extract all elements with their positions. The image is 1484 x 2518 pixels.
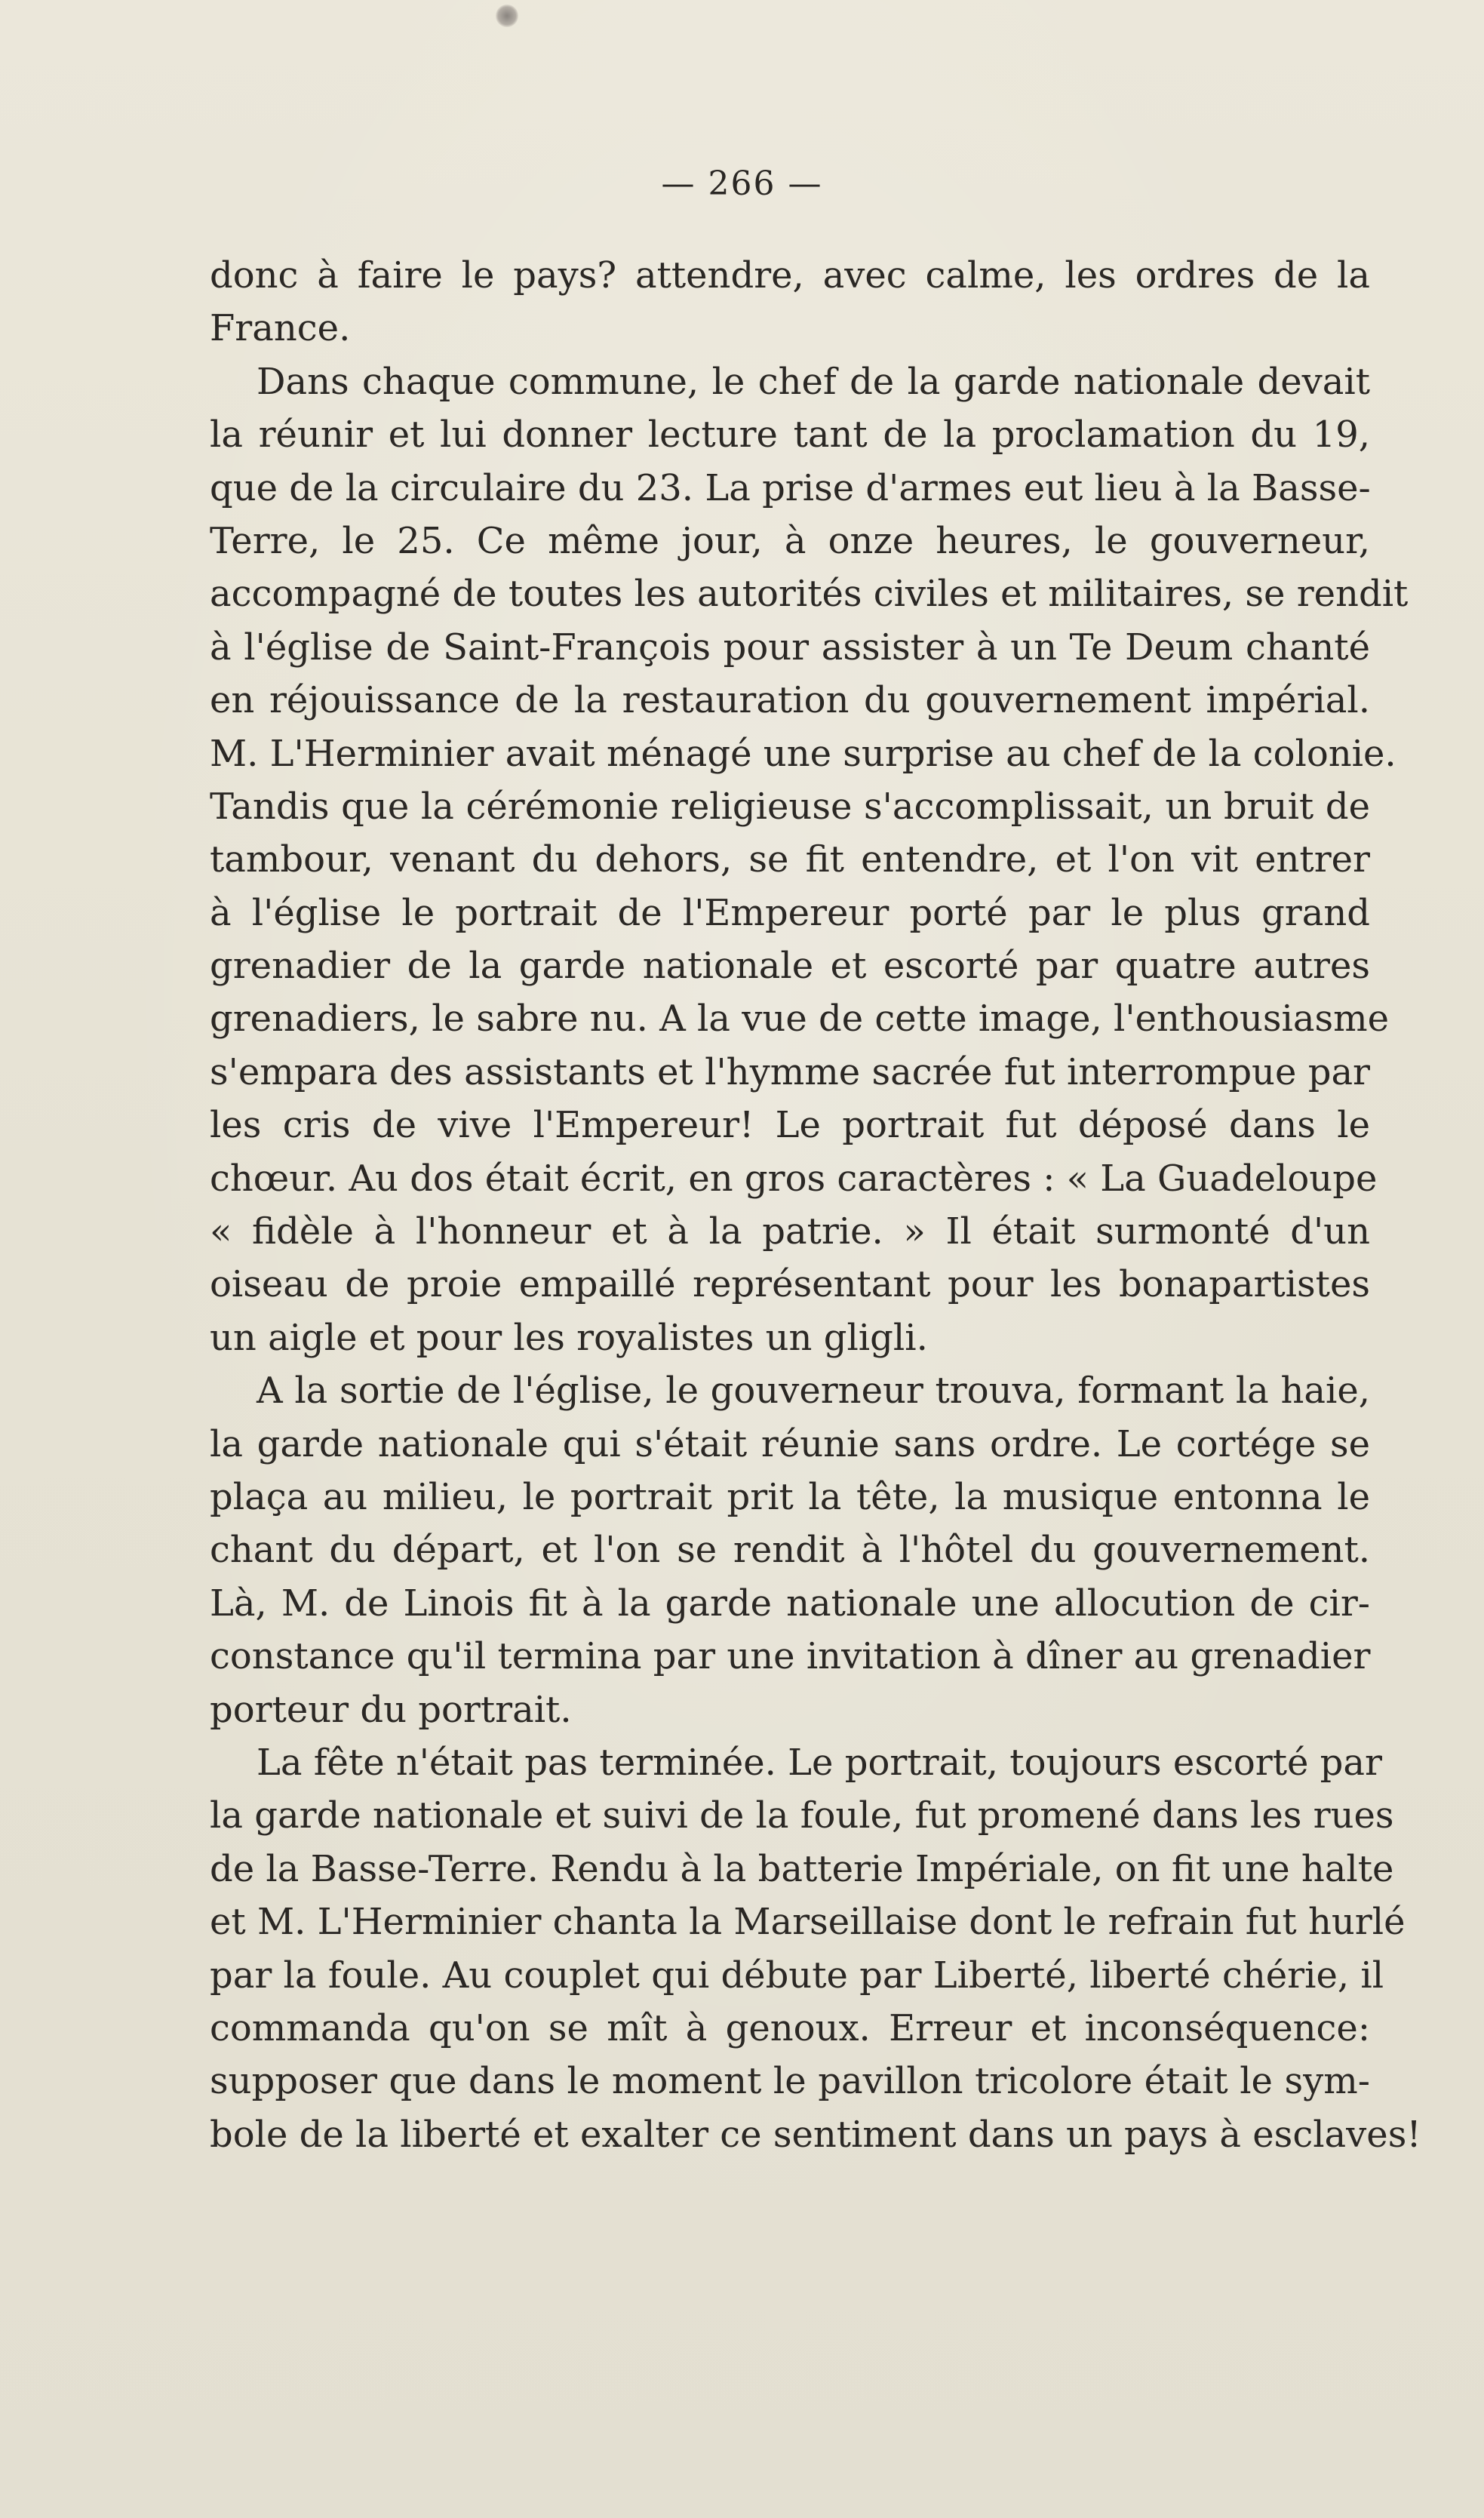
text-line: Tandis que la cérémonie religieuse s'accomplissait, un bruit de (210, 785, 1370, 828)
text-line: et M. L'Herminier chanta la Marseillaise dont le refrain fut hurlé (210, 1901, 1406, 1944)
text-line: à l'église de Saint-François pour assister à un Te Deum chanté (210, 626, 1370, 669)
text-line: Là, M. de Linois fit à la garde nationale une allocution de cir- (210, 1582, 1370, 1625)
text-line: en réjouissance de la restauration du gouvernement impérial. (210, 679, 1370, 722)
text-line: grenadier de la garde nationale et escorté par quatre autres (210, 945, 1370, 988)
text-line: accompagné de toutes les autorités civiles et militaires, se rendit (210, 573, 1409, 616)
text-line: M. L'Herminier avait ménagé une surprise au chef de la colonie. (210, 732, 1396, 775)
text-line: « fidèle à l'honneur et à la patrie. » Il était surmonté d'un (210, 1210, 1370, 1253)
text-line: commanda qu'on se mît à genoux. Erreur et inconséquence: (210, 2006, 1370, 2049)
text-line: de la Basse-Terre. Rendu à la batterie Impériale, on fit une halte (210, 1847, 1394, 1890)
text-line: oiseau de proie empaillé représentant pour les bonapartistes (210, 1263, 1370, 1306)
text-line: porteur du portrait. (210, 1688, 572, 1731)
text-line: constance qu'il termina par une invitation à dîner au grenadier (210, 1635, 1371, 1678)
text-line: par la foule. Au couplet qui débute par Liberté, liberté chérie, il (210, 1954, 1384, 1997)
text-line: un aigle et pour les royalistes un gligli. (210, 1316, 928, 1359)
text-line: supposer que dans le moment le pavillon tricolore était le sym- (210, 2060, 1370, 2103)
ink-spot (496, 5, 518, 27)
text-line: Terre, le 25. Ce même jour, à onze heures, le gouverneur, (210, 519, 1370, 562)
text-line: s'empara des assistants et l'hymme sacrée fut interrompue par (210, 1050, 1370, 1093)
text-line: chœur. Au dos était écrit, en gros caractères : « La Guadeloupe (210, 1157, 1378, 1200)
text-line: la garde nationale qui s'était réunie sans ordre. Le cortége se (210, 1422, 1370, 1465)
text-line: que de la circulaire du 23. La prise d'armes eut lieu à la Basse- (210, 466, 1371, 509)
text-line: la réunir et lui donner lecture tant de la proclamation du 19, (210, 414, 1370, 457)
text-line: France. (210, 307, 351, 350)
text-line: à l'église le portrait de l'Empereur porté par le plus grand (210, 891, 1370, 934)
text-line: donc à faire le pays? attendre, avec calme, les ordres de la (210, 254, 1370, 297)
text-line: A la sortie de l'église, le gouverneur trouva, formant la haie, (257, 1370, 1370, 1413)
text-line: les cris de vive l'Empereur! Le portrait fut déposé dans le (210, 1104, 1370, 1147)
text-line: La fête n'était pas terminée. Le portrait, toujours escorté par (257, 1741, 1382, 1784)
body-text (210, 249, 1421, 2161)
text-line: grenadiers, le sabre nu. A la vue de cette image, l'enthousiasme (210, 998, 1390, 1041)
text-line: chant du départ, et l'on se rendit à l'hôtel du gouvernement. (210, 1529, 1370, 1572)
text-line: Dans chaque commune, le chef de la garde nationale devait (257, 360, 1370, 403)
page-number: — 266 — (661, 164, 823, 203)
text-line: la garde nationale et suivi de la foule, fut promené dans les rues (210, 1794, 1394, 1837)
text-line: tambour, venant du dehors, se fit entendre, et l'on vit entrer (210, 838, 1370, 881)
text-line: plaça au milieu, le portrait prit la tête, la musique entonna le (210, 1475, 1370, 1518)
text-line: bole de la liberté et exalter ce sentiment dans un pays à esclaves! (210, 2113, 1421, 2156)
